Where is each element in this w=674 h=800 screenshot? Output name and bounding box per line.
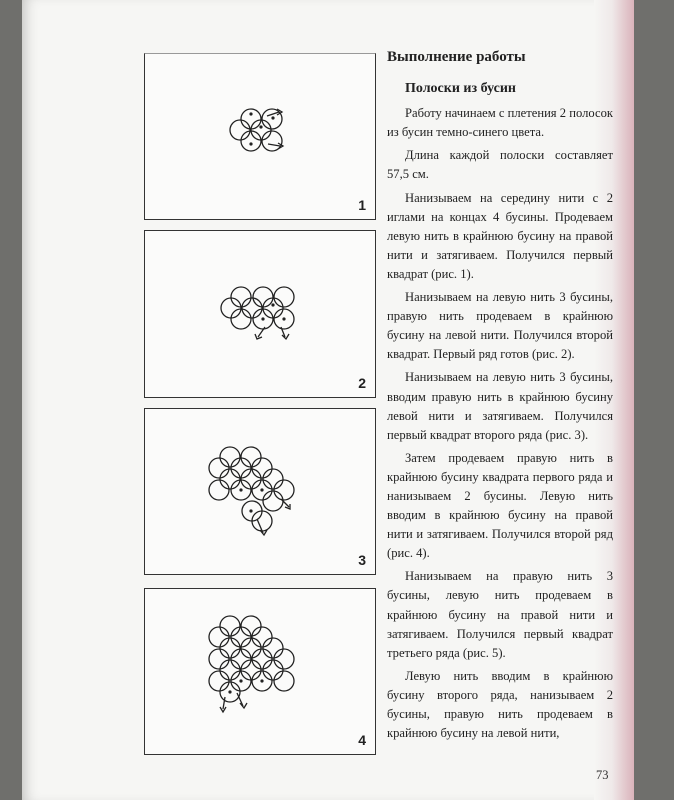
figure-1 — [144, 53, 376, 220]
figure-3 — [144, 408, 376, 575]
section-title: Выполнение работы — [387, 49, 526, 65]
figure-3-number: 3 — [358, 552, 366, 568]
page-number: 73 — [596, 768, 609, 782]
paragraph: Длина каждой полоски составляет 57,5 см. — [387, 148, 613, 182]
paragraph: Нанизываем на левую нить 3 бусины, вводим правую нить в крайнюю бусину левой нити и затягиваем. Получился первый квадрат второго ряда (рис. 3). — [387, 370, 613, 442]
subsection-title: Полоски из бусин — [405, 81, 516, 97]
figure-2-number: 2 — [358, 375, 366, 391]
book-page — [22, 0, 634, 800]
figure-3-diagram — [145, 409, 375, 574]
figure-4-diagram — [145, 589, 375, 754]
paragraph: Нанизываем на середину нити с 2 иглами на концах 4 бусины. Продеваем левую нить в крайнюю бусину на правой нити и затягиваем. Получился первый квадрат (рис. 1). — [387, 190, 613, 281]
paragraph: Нанизываем на левую нить 3 бусины, правую нить продеваем в крайнюю бусину на левой нити. Получился второй квадрат. Первый ряд готов (рис. 2). — [387, 290, 613, 362]
paragraph: Работу начинаем с плетения 2 полосок из бусин темно-синего цвета. — [387, 106, 613, 140]
paragraph: Нанизываем на правую нить 3 бусины, левую нить продеваем в крайнюю бусину на правой нити и затягиваем. Получился первый квадрат третьего ряда (рис. 5). — [387, 569, 613, 660]
figure-1-diagram — [145, 54, 375, 219]
figure-4 — [144, 588, 376, 755]
paragraph: Левую нить вводим в крайнюю бусину второго ряда, нанизываем 2 бусины, правую нить продеваем в крайнюю бусину на левой нити, — [387, 668, 613, 741]
paragraph: Затем продеваем правую нить в крайнюю бусину квадрата первого ряда и нанизываем 2 бусины. Левую нить вводим в крайнюю бусину на правой нити и затягиваем. Получился второй ряд (рис. 4). — [387, 450, 613, 561]
figure-4-number: 4 — [358, 732, 366, 748]
figure-2-diagram — [145, 231, 375, 396]
figure-1-number: 1 — [358, 197, 366, 213]
text-column — [387, 48, 613, 747]
figure-2 — [144, 230, 376, 398]
